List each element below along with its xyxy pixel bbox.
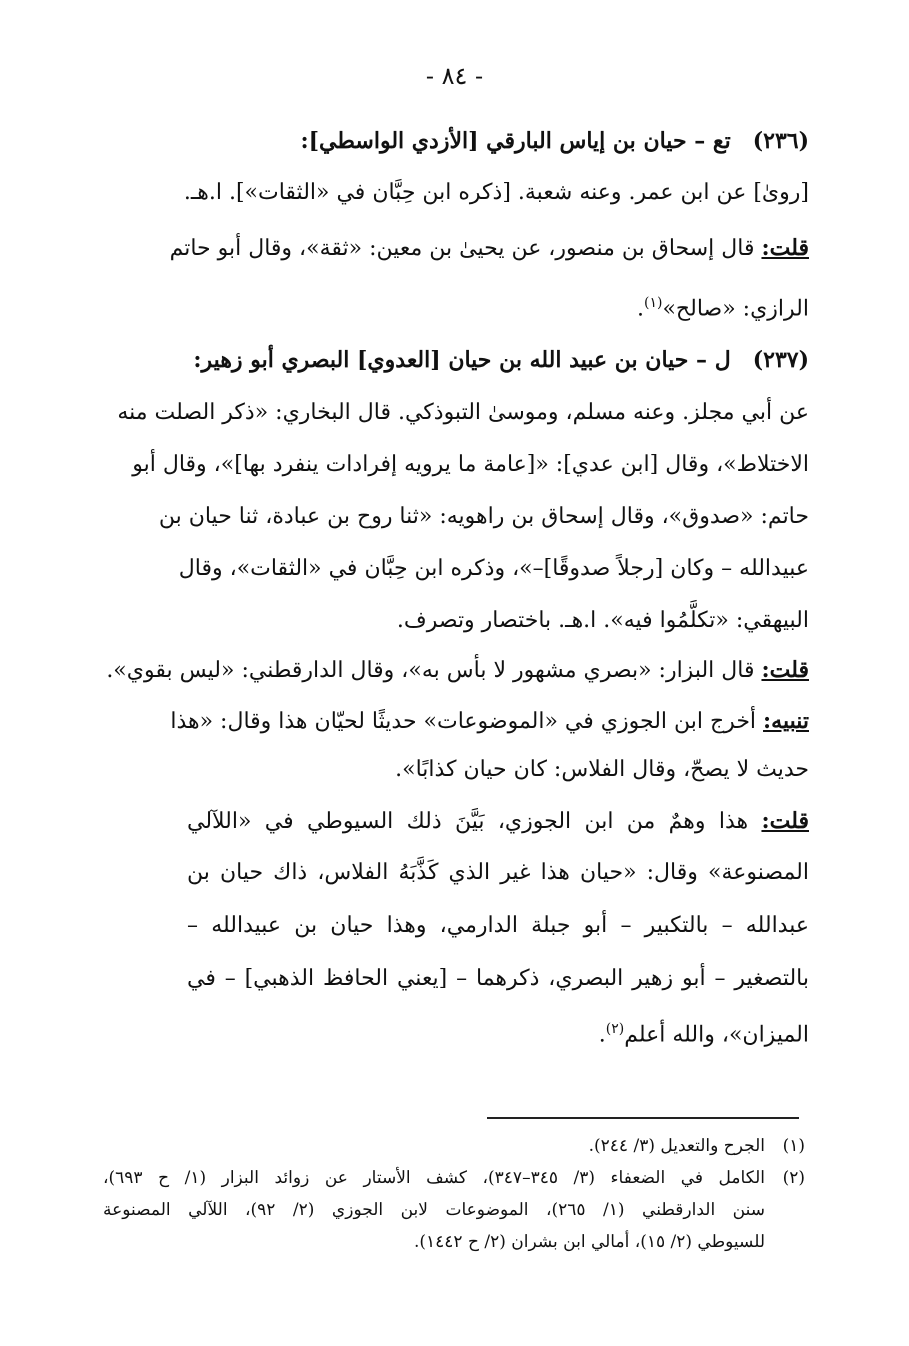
- line-text: عبيدالله – وكان [رجلاً صدوقًا]–»، وذكره ابن حِبَّان في «الثقات»، وقال: [178, 556, 809, 581]
- footnote-text: للسيوطي (٢/ ١٥)، أمالي ابن بشران (٢/ ح ١٤٤٢).: [413, 1232, 765, 1252]
- text-line: [187, 1005, 809, 1053]
- footnote-line: [103, 1228, 765, 1256]
- line-text: قال إسحاق بن منصور، عن يحيىٰ بن معين: «ثقة»، وقال أبو حاتم: [169, 236, 762, 261]
- text-line: [187, 597, 809, 645]
- line-text: الرازي: «صالح»: [662, 296, 809, 322]
- line-text: حديث لا يصحّ، وقال الفلاس: كان حيان كذابًا».: [395, 757, 809, 782]
- entry-number: (٢٣٧): [752, 347, 809, 373]
- note-label: قلت:: [761, 808, 809, 834]
- entry-heading: [99, 347, 809, 373]
- text-line: [132, 441, 809, 489]
- text-line: [178, 545, 809, 593]
- footnote-number: (٢): [782, 1168, 805, 1188]
- text-line: [187, 849, 809, 897]
- text-line: [106, 646, 809, 694]
- footnote-separator: [487, 1117, 799, 1119]
- footnote: [103, 1164, 805, 1192]
- text-line: [187, 746, 809, 794]
- entry-heading: [99, 128, 809, 154]
- text-line: [170, 697, 809, 745]
- line-tail: .: [637, 296, 644, 322]
- footnote-line: [103, 1196, 765, 1224]
- line-text: حاتم: «صدوق»، وقال إسحاق بن راهويه: «ثنا روح بن عبادة، ثنا حيان بن: [158, 504, 809, 529]
- line-text: بالتصغير – أبو زهير البصري، ذكرهما – [يعني الحافظ الذهبي] – في: [187, 966, 809, 991]
- line-text: المصنوعة» وقال: «حيان هذا غير الذي كَذَّبَهُ الفلاس، ذاك حيان بن: [187, 860, 809, 885]
- line-text: قال البزار: «بصري مشهور لا بأس به»، وقال الدارقطني: «ليس بقوي».: [106, 658, 762, 683]
- entry-title: ل – حيان بن عبيد الله بن حيان [العدوي] البصري أبو زهير:: [193, 347, 731, 373]
- footnote-ref: (١): [644, 295, 663, 311]
- line-text: الاختلاط»، وقال [ابن عدي]: «[عامة ما يرويه إفرادات ينفرد بها]»، وقال أبو: [132, 452, 809, 477]
- note-label: قلت:: [761, 235, 809, 261]
- footnote-text: الكامل في الضعفاء (٣/ ٣٤٥–٣٤٧)، كشف الأستار عن زوائد البزار (١/ ح ٦٩٣)،: [103, 1168, 765, 1188]
- text-line: [169, 224, 809, 272]
- footnote-number: (١): [782, 1136, 805, 1156]
- text-line: [187, 279, 809, 327]
- text-line: [158, 493, 809, 541]
- footnote-text: سنن الدارقطني (١/ ٢٦٥)، الموضوعات لابن الجوزي (٢/ ٩٢)، اللآلي المصنوعة: [103, 1200, 765, 1220]
- text-line: [187, 797, 809, 845]
- line-text: البيهقي: «تكلَّمُوا فيه». ا.هـ. باختصار وتصرف.: [396, 608, 809, 633]
- line-text: هذا وهمٌ من ابن الجوزي، بَيَّنَ ذلك السيوطي في «اللآلي: [187, 809, 762, 834]
- text-line: [183, 169, 809, 217]
- line-text: الميزان»، والله أعلم: [624, 1022, 809, 1048]
- entry-title: تع – حيان بن إياس البارقي [الأزدي الواسطي]:: [300, 128, 731, 154]
- page-number: - ٨٤ -: [425, 62, 484, 90]
- text-line: [187, 955, 809, 1003]
- text-line: [187, 902, 809, 950]
- line-tail: .: [598, 1022, 606, 1048]
- footnote-ref: (٢): [605, 1021, 625, 1037]
- line-text: عبدالله – بالتكبير – أبو جبلة الدارمي، وهذا حيان بن عبيدالله –: [187, 913, 809, 938]
- note-label: تنبيه:: [763, 708, 809, 734]
- note-label: قلت:: [761, 657, 809, 683]
- footnote: [103, 1132, 805, 1160]
- entry-number: (٢٣٦): [752, 128, 809, 154]
- line-text: [روىٰ] عن ابن عمر. وعنه شعبة. [ذكره ابن حِبَّان في «الثقات»]. ا.هـ.: [183, 180, 809, 205]
- text-line: [117, 389, 809, 437]
- footnote-text: الجرح والتعديل (٣/ ٢٤٤).: [588, 1136, 765, 1156]
- line-text: عن أبي مجلز. وعنه مسلم، وموسىٰ التبوذكي. قال البخاري: «ذكر الصلت منه: [117, 400, 809, 425]
- line-text: أخرج ابن الجوزي في «الموضوعات» حديثًا لحيّان هذا وقال: «هذا: [170, 709, 764, 734]
